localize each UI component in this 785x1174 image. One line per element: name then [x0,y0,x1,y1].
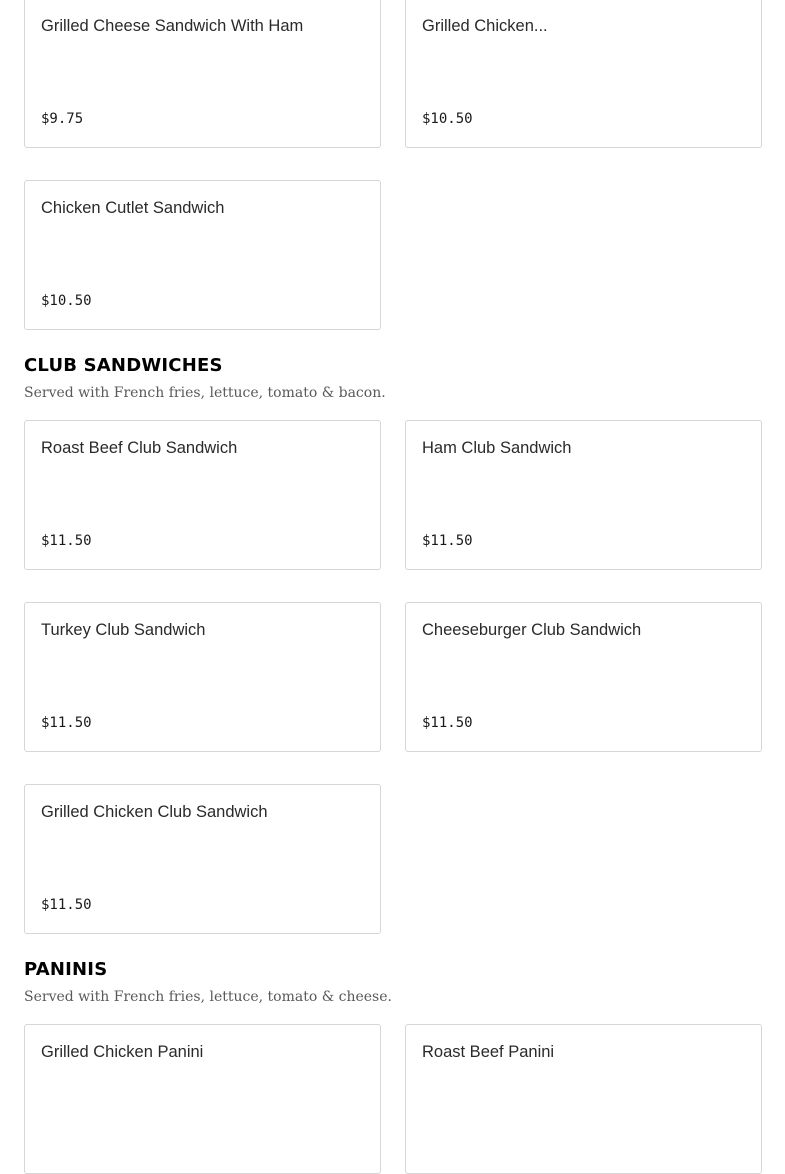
section-description: Served with French fries, lettuce, tomato & cheese. [24,989,392,1005]
section-description: Served with French fries, lettuce, tomato & bacon. [24,385,386,401]
menu-item-price: $10.50 [422,111,473,127]
menu-item-price: $11.50 [422,715,473,731]
menu-item-price: $11.50 [41,715,92,731]
menu-item-name: Turkey Club Sandwich [41,621,206,639]
menu-item-card[interactable] [24,180,381,330]
section-title-paninis: PANINIS [24,959,108,980]
section-title-club-sandwiches: CLUB SANDWICHES [24,355,223,376]
menu-item-card[interactable] [405,602,762,752]
menu-item-card[interactable] [405,0,762,148]
menu-item-card[interactable] [24,420,381,570]
menu-item-card[interactable] [24,784,381,934]
menu-item-price: $11.50 [41,533,92,549]
menu-item-name: Grilled Chicken Panini [41,1043,204,1061]
menu-item-price: $11.50 [422,533,473,549]
menu-item-name: Grilled Chicken Club Sandwich [41,803,268,821]
menu-item-price: $11.50 [41,897,92,913]
menu-item-name: Grilled Chicken... [422,17,548,35]
menu-item-card[interactable] [24,602,381,752]
menu-item-card[interactable] [405,420,762,570]
menu-item-price: $9.75 [41,111,84,127]
menu-item-name: Ham Club Sandwich [422,439,572,457]
menu-item-card[interactable] [24,1024,381,1174]
menu-item-card[interactable] [24,0,381,148]
menu-item-name: Cheeseburger Club Sandwich [422,621,642,639]
menu-item-price: $10.50 [41,293,92,309]
menu-item-name: Roast Beef Club Sandwich [41,439,238,457]
menu-item-name: Chicken Cutlet Sandwich [41,199,225,217]
menu-item-card[interactable] [405,1024,762,1174]
menu-item-name: Grilled Cheese Sandwich With Ham [41,17,304,35]
menu-item-name: Roast Beef Panini [422,1043,555,1061]
